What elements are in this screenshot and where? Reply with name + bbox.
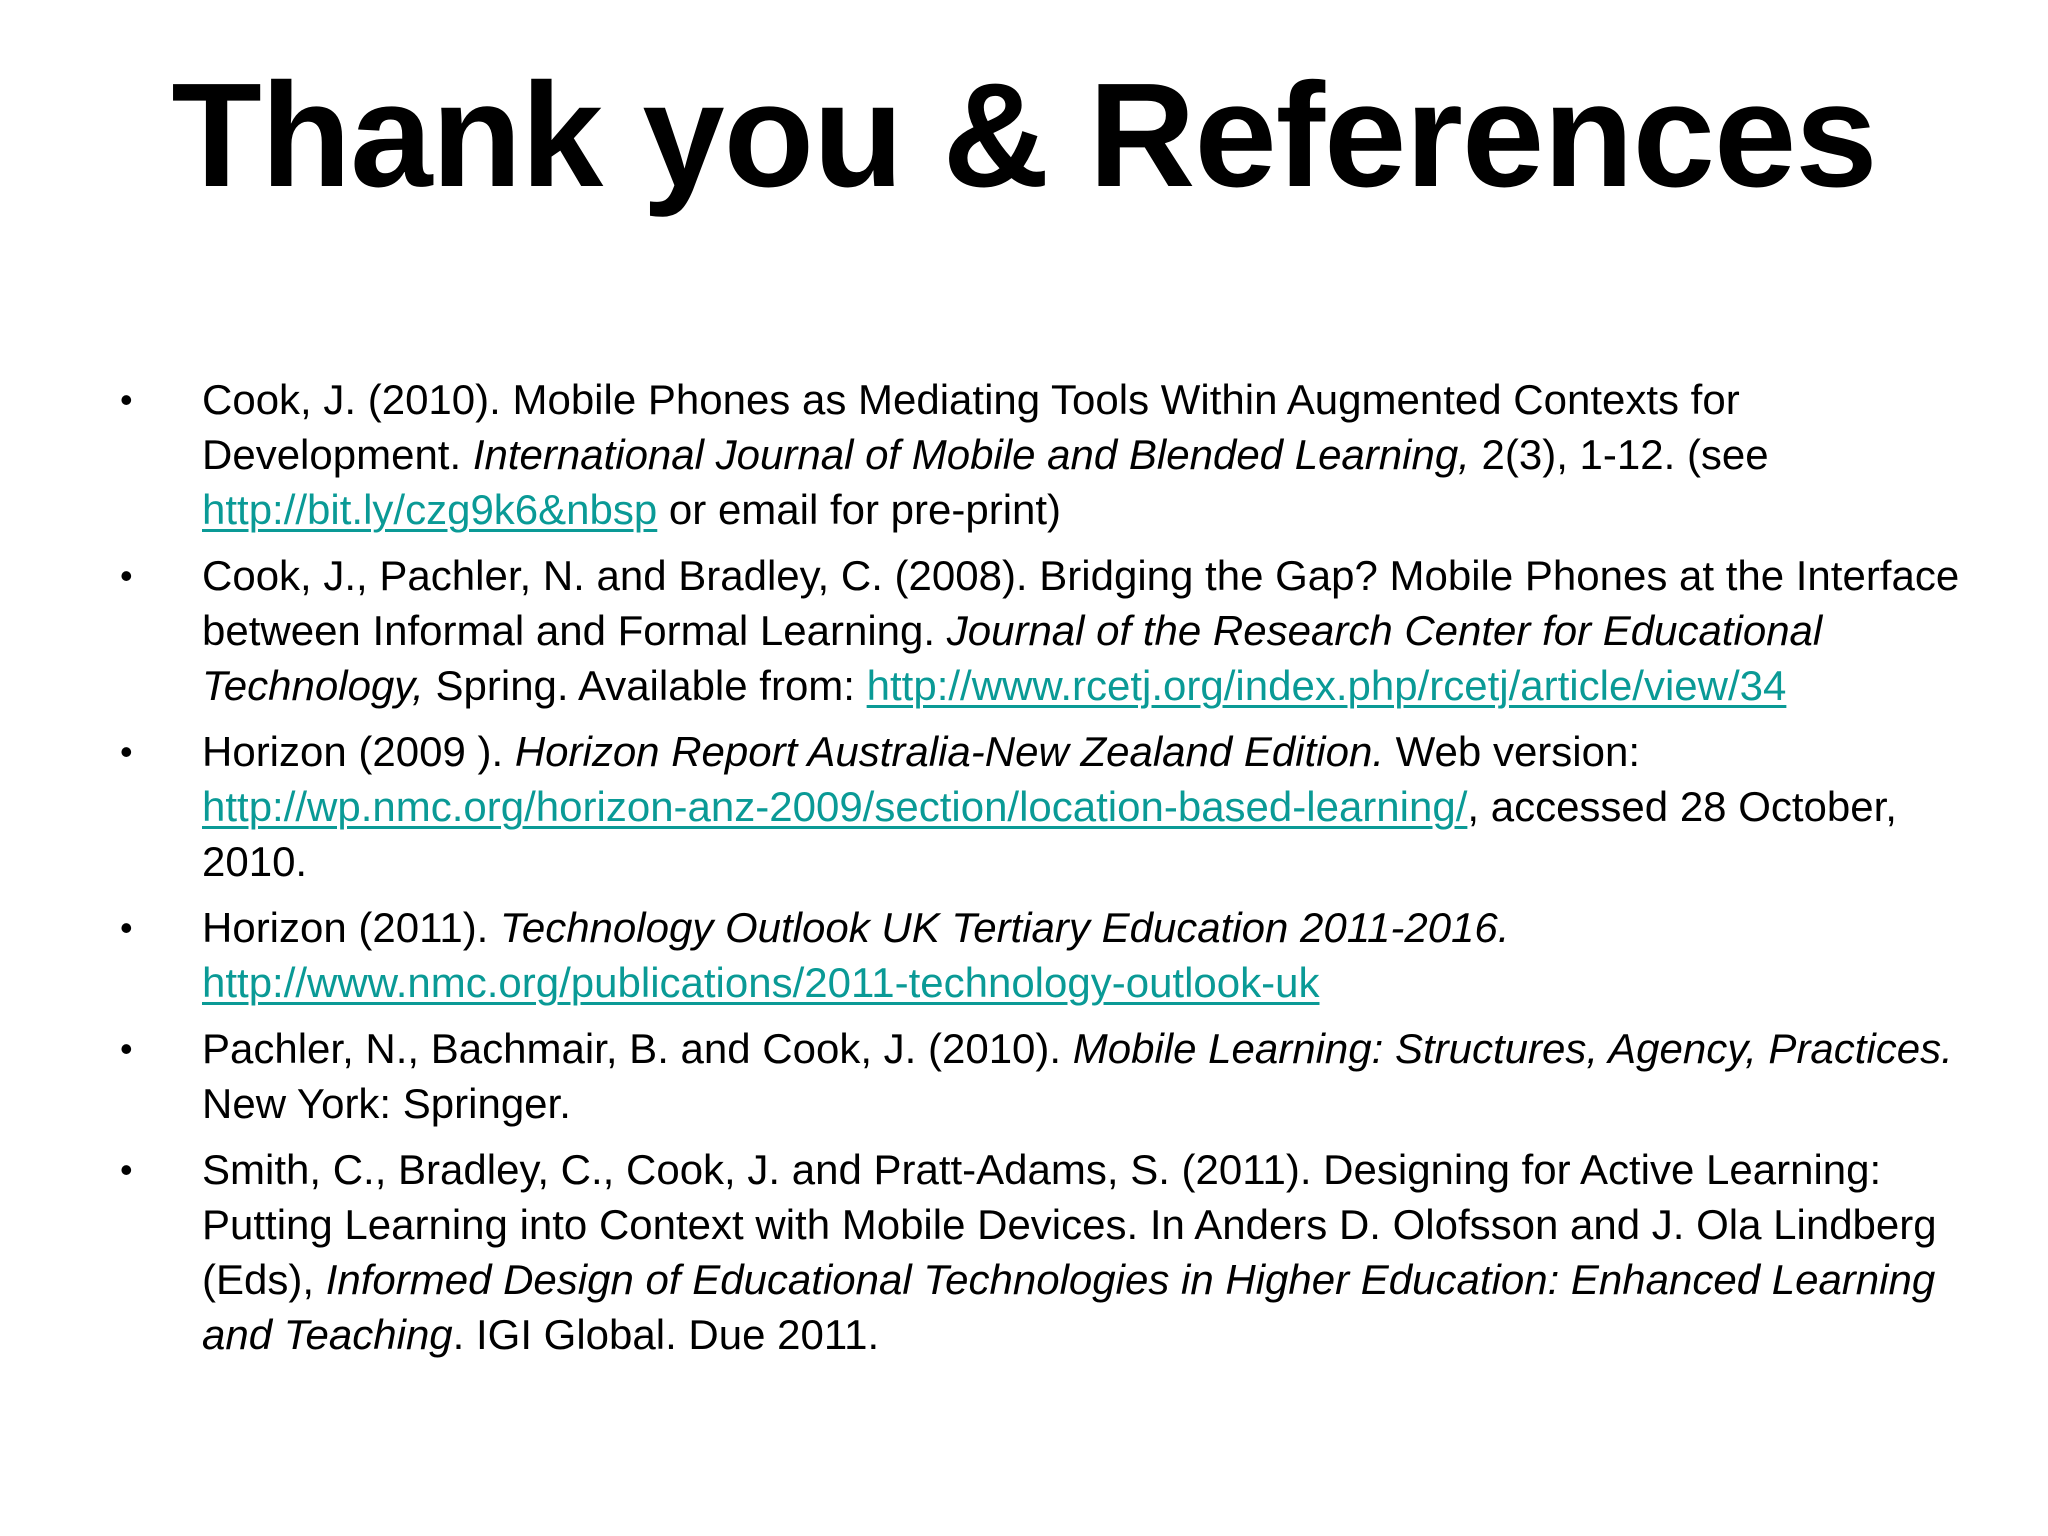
reference-item <box>120 1021 1970 1131</box>
bullet-icon: • <box>120 907 133 948</box>
reference-source-italic: Technology Outlook UK Tertiary Education 2011-2016. <box>500 904 1510 951</box>
reference-item <box>120 1142 1970 1362</box>
bullet-icon: • <box>120 379 133 420</box>
bullet-icon: • <box>120 1149 133 1190</box>
reference-source-italic: Journal of the Research Center for Educational Technology, <box>202 607 1823 709</box>
reference-text-plain: Cook, J. (2010). Mobile Phones as Mediating Tools Within Augmented Contexts for Development. <box>202 376 1740 478</box>
reference-source-italic: Horizon Report Australia-New Zealand Edition. <box>514 728 1384 775</box>
reference-item <box>120 372 1970 537</box>
reference-text-plain: New York: Springer. <box>202 1080 571 1127</box>
reference-text-plain: Cook, J., Pachler, N. and Bradley, C. (2008). Bridging the Gap? Mobile Phones at the Interface between Informal and Formal Learning. <box>202 552 1960 654</box>
reference-text <box>202 724 1970 889</box>
reference-text-plain: Spring. Available from: <box>423 662 867 709</box>
reference-text-plain: Horizon (2011). <box>202 904 501 951</box>
reference-text-plain: or email for pre-print) <box>657 486 1062 533</box>
reference-source-italic: Informed Design of Educational Technologies in Higher Education: Enhanced Learning and Teaching <box>202 1256 1936 1358</box>
reference-link[interactable]: http://wp.nmc.org/horizon-anz-2009/section/location-based-learning/ <box>202 783 1468 830</box>
bullet-icon: • <box>120 555 133 596</box>
reference-source-italic: International Journal of Mobile and Blended Learning, <box>472 431 1470 478</box>
reference-text-plain: . IGI Global. Due 2011. <box>452 1311 880 1358</box>
reference-text-plain: 2(3), 1-12. (see <box>1469 431 1769 478</box>
reference-link[interactable]: http://www.rcetj.org/index.php/rcetj/article/view/34 <box>866 662 1787 709</box>
reference-text-plain: Pachler, N., Bachmair, B. and Cook, J. (2010). <box>202 1025 1073 1072</box>
reference-text <box>202 372 1970 537</box>
reference-item <box>120 900 1970 1010</box>
reference-text-plain: Horizon (2009 ). <box>202 728 515 775</box>
reference-link[interactable]: http://bit.ly/czg9k6&nbsp <box>202 486 658 533</box>
reference-text <box>202 1021 1970 1131</box>
bullet-icon: • <box>120 731 133 772</box>
reference-item <box>120 548 1970 713</box>
reference-text-plain: Smith, C., Bradley, C., Cook, J. and Pratt-Adams, S. (2011). Designing for Active Learning: Putting Learning into Context with Mobile Devices. In Anders D. Olofsson and J. Ola Lindberg (Eds), <box>202 1146 1937 1303</box>
reference-text <box>202 1142 1970 1362</box>
reference-text-plain: Web version: <box>1384 728 1640 775</box>
reference-item <box>120 724 1970 889</box>
references-list <box>120 372 1970 1373</box>
reference-text <box>202 900 1970 1010</box>
slide-title: Thank you & References <box>171 53 1877 218</box>
reference-text <box>202 548 1970 713</box>
reference-text-plain: , accessed 28 October, 2010. <box>202 783 1897 885</box>
reference-link[interactable]: http://www.nmc.org/publications/2011-technology-outlook-uk <box>202 959 1320 1006</box>
bullet-icon: • <box>120 1028 133 1069</box>
reference-source-italic: Mobile Learning: Structures, Agency, Practices. <box>1072 1025 1953 1072</box>
